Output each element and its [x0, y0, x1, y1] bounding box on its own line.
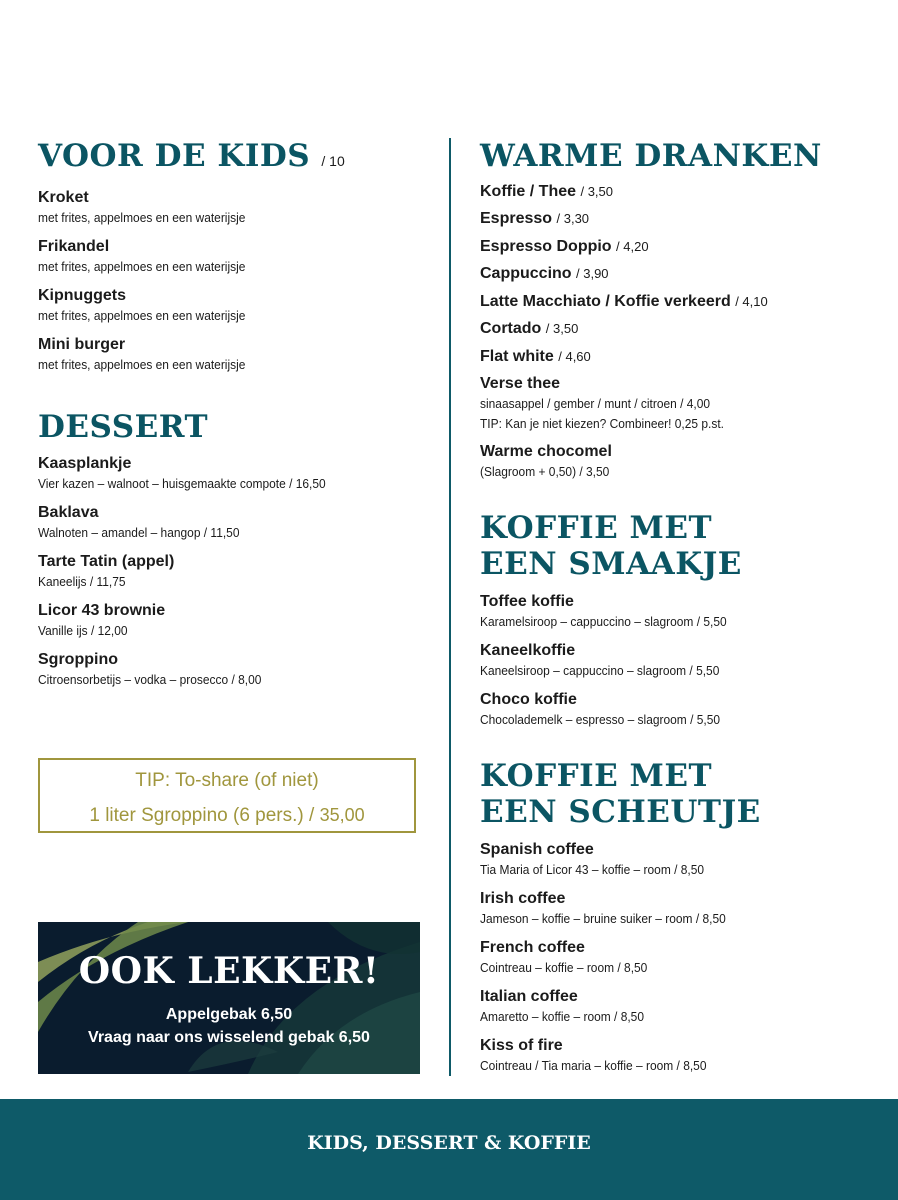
- item-desc: Cointreau / Tia maria – koffie – room / 8,50: [480, 1057, 707, 1073]
- menu-item: [38, 650, 423, 690]
- item-name: Kaneelkoffie: [480, 641, 576, 659]
- drink-item: Latte Macchiato / Koffie verkeerd / 4,10: [480, 292, 768, 310]
- drink-item: Koffie / Thee / 3,50: [480, 182, 613, 200]
- item-desc: Vier kazen – walnoot – huisgemaakte compote / 16,50: [38, 476, 326, 491]
- column-divider: [449, 138, 451, 1076]
- item-desc: met frites, appelmoes en een waterijsje: [38, 308, 246, 323]
- menu-item: [38, 601, 423, 641]
- item-name: Sgroppino: [38, 651, 118, 668]
- item-desc: Kaneelsiroop – cappuccino – slagroom / 5,50: [480, 662, 720, 678]
- item-desc: TIP: Kan je niet kiezen? Combineer! 0,25 p.st.: [480, 415, 724, 431]
- banner-title: OOK LEKKER!: [78, 950, 380, 992]
- menu-item: [38, 503, 423, 543]
- menu-item: [38, 286, 423, 326]
- item-name: Tarte Tatin (appel): [38, 553, 175, 570]
- menu-item: [38, 454, 423, 494]
- item-name: Spanish coffee: [480, 840, 594, 858]
- item-name: Choco koffie: [480, 690, 577, 708]
- menu-item: [480, 690, 880, 730]
- menu-item: [480, 374, 880, 434]
- item-name: Baklava: [38, 504, 99, 521]
- item-name: Verse thee: [480, 374, 561, 392]
- drink-item: Flat white / 4,60: [480, 347, 591, 365]
- banner-line-2: Vraag naar ons wisselend gebak 6,50: [88, 1029, 370, 1046]
- item-desc: met frites, appelmoes en een waterijsje: [38, 210, 246, 225]
- menu-item: [38, 552, 423, 592]
- item-desc: Chocolademelk – espresso – slagroom / 5,50: [480, 711, 721, 727]
- item-desc: Amaretto – koffie – room / 8,50: [480, 1008, 644, 1024]
- item-name: Italian coffee: [480, 987, 578, 1005]
- item-desc: Walnoten – amandel – hangop / 11,50: [38, 525, 240, 540]
- item-name: Kiss of fire: [480, 1036, 563, 1054]
- tip-box: [38, 758, 416, 833]
- menu-item: [480, 442, 880, 482]
- kids-section-title: VOOR DE KIDS / 10: [38, 138, 345, 174]
- menu-item: [480, 938, 880, 978]
- drink-item: Espresso Doppio / 4,20: [480, 237, 649, 255]
- item-desc: Kaneelijs / 11,75: [38, 574, 126, 589]
- tip-line-2: 1 liter Sgroppino (6 pers.) / 35,00: [89, 805, 365, 826]
- menu-item: [480, 987, 880, 1027]
- smaakje-section-title: KOFFIE MET EEN SMAAKJE: [480, 509, 742, 582]
- item-name: Kipnuggets: [38, 287, 126, 304]
- item-name: Kroket: [38, 189, 89, 206]
- item-desc: met frites, appelmoes en een waterijsje: [38, 259, 246, 274]
- item-name: Kaasplankje: [38, 455, 132, 472]
- item-desc: (Slagroom + 0,50) / 3,50: [480, 463, 610, 479]
- item-desc: Vanille ijs / 12,00: [38, 623, 128, 638]
- dessert-section-title: DESSERT: [38, 409, 209, 445]
- scheutje-section-title: KOFFIE MET EEN SCHEUTJE: [480, 757, 761, 830]
- item-name: Warme chocomel: [480, 442, 612, 460]
- menu-item: [38, 237, 423, 277]
- item-desc: Cointreau – koffie – room / 8,50: [480, 959, 648, 975]
- menu-item: [38, 188, 423, 228]
- kids-price: / 10: [321, 153, 345, 169]
- tip-price: 35,00: [319, 805, 365, 825]
- footer-title: KIDS, DESSERT & KOFFIE: [307, 1132, 591, 1154]
- menu-item: [480, 1036, 880, 1076]
- right-column: [480, 138, 880, 1076]
- item-desc: Citroensorbetijs – vodka – prosecco / 8,00: [38, 672, 262, 687]
- drink-item: Cappuccino / 3,90: [480, 265, 609, 282]
- item-name: Licor 43 brownie: [38, 602, 166, 619]
- item-name: Irish coffee: [480, 889, 566, 907]
- item-name: Mini burger: [38, 336, 126, 353]
- menu-item: [480, 641, 880, 681]
- left-column: [38, 138, 423, 690]
- item-desc: Karamelsiroop – cappuccino – slagroom / 5,50: [480, 613, 727, 629]
- menu-item: [480, 592, 880, 632]
- item-desc: sinaasappel / gember / munt / citroen / 4,00: [480, 395, 711, 411]
- item-name: Frikandel: [38, 238, 110, 255]
- item-desc: Jameson – koffie – bruine suiker – room / 8,50: [480, 910, 726, 926]
- warm-section-title: WARME DRANKEN: [480, 138, 822, 174]
- footer-bar: [0, 1099, 898, 1200]
- tip-line-1: TIP: To-share (of niet): [135, 770, 319, 791]
- leaf-decoration: [38, 922, 420, 1074]
- menu-item: [38, 335, 423, 375]
- drink-item: Cortado / 3,50: [480, 320, 579, 337]
- item-desc: met frites, appelmoes en een waterijsje: [38, 357, 246, 372]
- item-name: Toffee koffie: [480, 592, 574, 610]
- menu-item: [480, 889, 880, 929]
- item-desc: Tia Maria of Licor 43 – koffie – room / 8,50: [480, 861, 705, 877]
- item-name: French coffee: [480, 938, 585, 956]
- drink-item: Espresso / 3,30: [480, 210, 590, 227]
- menu-item: [480, 840, 880, 880]
- banner-line-1: Appelgebak 6,50: [165, 1006, 293, 1023]
- ook-lekker-banner: [38, 922, 420, 1074]
